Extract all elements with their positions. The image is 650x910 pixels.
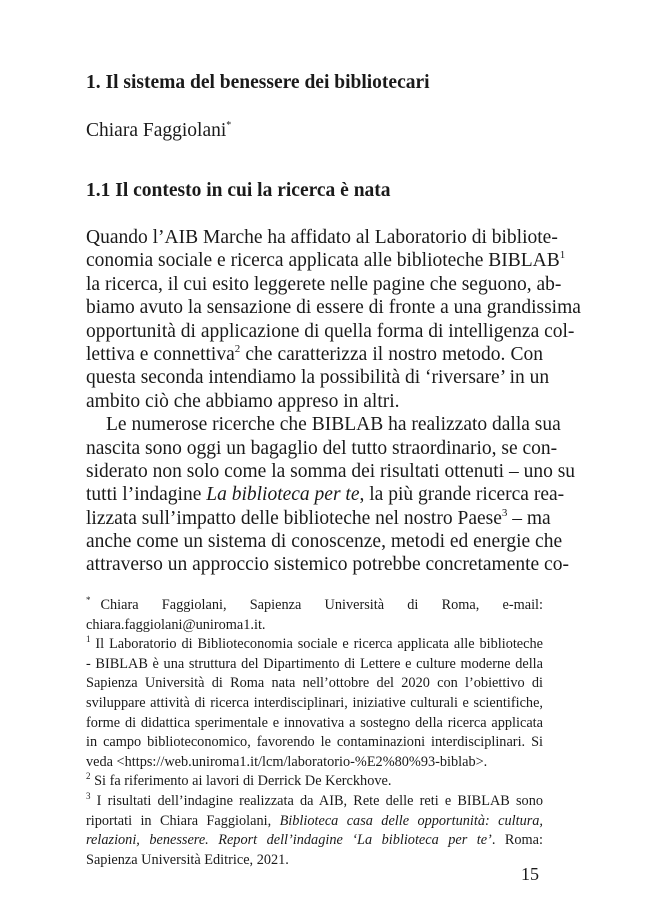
section-title: 1.1 Il contesto in cui la ricerca è nata: [86, 180, 391, 201]
footnote-line: Sapienza Università Editrice, 2021.: [86, 851, 289, 868]
footnote-ref: 1: [559, 249, 566, 262]
body-line: biamo avuto la sensazione di essere di fronte a una grandissima: [86, 297, 581, 319]
body-line: questa seconda intendiamo la possibilità di ‘riversare’ in un: [86, 367, 550, 389]
chapter-title: 1. Il sistema del benessere dei bibliotecari: [86, 72, 430, 93]
body-line: attraverso un approccio sistemico potrebbe concretamente co-: [86, 554, 569, 576]
footnotes: [86, 596, 543, 870]
footnote-line: [86, 616, 543, 636]
footnote-mark: 2: [86, 771, 91, 782]
footnote-line: in campo biblioteconomico, favorendo le contaminazioni interdisciplinari. Si: [86, 734, 543, 751]
footnote-line: sviluppare attività di ricerca interdisciplinari, iniziative culturali e scientifiche,: [86, 694, 543, 711]
footnote-line: relazioni, benessere. Report dell’indagine ‘La biblioteca per te’. Roma:: [86, 832, 543, 849]
italic-title: Biblioteca casa delle opportunità: cultura,: [279, 812, 544, 829]
footnote-line: [86, 753, 543, 773]
footnote-mark: 3: [86, 790, 91, 801]
body-line: tutti l’indagine La biblioteca per te, la più grande ricerca rea-: [86, 484, 565, 506]
body-line: anche come un sistema di conoscenze, metodi ed energie che: [86, 531, 563, 553]
body-line: conomia sociale e ricerca applicata alle biblioteche BIBLAB$^1$: [86, 249, 566, 272]
body-line: lizzata sull’impatto delle biblioteche nel nostro Paese$^3$ – ma: [86, 506, 551, 529]
email-link: chiara.faggiolani@uniroma1.it.: [86, 616, 266, 633]
body-line: Quando l’AIB Marche ha affidato al Laboratorio di bibliote-: [86, 227, 558, 248]
footnote-line: - BIBLAB è una struttura del Dipartimento di Lettere e culture moderne della: [86, 655, 543, 672]
footnote-ref: 2: [234, 342, 241, 355]
body-line: siderato non solo come la somma dei risultati ottenuti – uno su: [86, 460, 576, 482]
footnote-line: $^3$ I risultati dell’indagine realizzata da AIB, Rete delle reti e BIBLAB sono: [86, 790, 543, 809]
body-line: nascita sono oggi un bagaglio del tutto straordinario, se con-: [86, 437, 558, 459]
page-number: 15: [521, 864, 539, 884]
footnote-line: $^2$ Si fa riferimento ai lavori di Derrick De Kerckhove.: [86, 771, 392, 790]
italic-title: relazioni, benessere. Report dell’indagine ‘La biblioteca per te’: [86, 832, 492, 849]
body-line: ambito ciò che abbiamo appreso in altri.: [86, 390, 400, 412]
author-footnote-mark: *: [226, 120, 232, 131]
footnote-line: Sapienza Università di Roma nata nell’ottobre del 2020 con l’obiettivo di: [86, 675, 543, 692]
body-line: Le numerose ricerche che BIBLAB ha realizzato dalla sua: [106, 414, 561, 436]
italic-title: La biblioteca per te: [206, 484, 360, 506]
body-line: lettiva e connettiva$^2$ che caratterizza il nostro metodo. Con: [86, 342, 544, 365]
footnote-mark: *: [86, 595, 91, 605]
author-name: Chiara Faggiolani: [86, 120, 227, 141]
footnote-mark: 1: [86, 634, 91, 645]
author-line: [86, 120, 231, 142]
footnote-line: * Chiara Faggiolani, Sapienza Università di Roma, e-mail:: [86, 595, 543, 613]
footnote-line: forme di didattica sperimentale e innovativa a sostegno della ricerca applicata: [86, 714, 543, 731]
body-line: opportunità di applicazione di quella forma di intelligenza col-: [86, 320, 575, 342]
body-text: [86, 226, 581, 577]
url-link: veda <https://web.uniroma1.it/lcm/laboratorio-%E2%80%93-biblab>.: [86, 753, 488, 770]
footnote-line: $^1$ Il Laboratorio di Biblioteconomia sociale e ricerca applicata alle biblioteche: [86, 634, 543, 653]
footnote-line: riportati in Chiara Faggiolani, Biblioteca casa delle opportunità: cultura,: [86, 812, 544, 829]
body-line: la ricerca, il cui esito leggerete nelle pagine che seguono, ab-: [86, 273, 562, 295]
footnote-ref: 3: [501, 506, 508, 519]
